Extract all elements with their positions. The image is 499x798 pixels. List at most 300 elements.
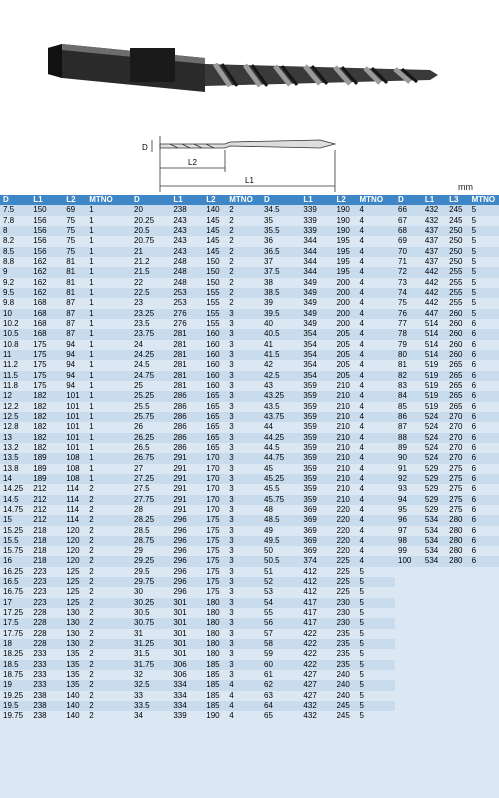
table-cell: 210: [336, 463, 350, 473]
table-cell: 2: [89, 504, 94, 514]
table-cell: 519: [424, 380, 439, 390]
table-cell: 35: [264, 215, 273, 225]
table-cell: 296: [173, 515, 187, 525]
table-row: [395, 526, 499, 536]
table-cell: 225: [336, 566, 350, 576]
table-cell: 2: [89, 680, 94, 690]
table-cell: 14.5: [3, 494, 19, 504]
table-cell: 190: [206, 711, 220, 721]
table-cell: 286: [173, 411, 187, 421]
table-cell: 8: [3, 225, 8, 235]
table-cell: 165: [206, 422, 220, 432]
table-cell: 83: [398, 380, 407, 390]
header-cell: MTNO: [229, 195, 253, 204]
table-cell: 359: [303, 442, 317, 452]
table-cell: 427: [303, 680, 317, 690]
table-row: [131, 691, 261, 701]
table-row: [131, 443, 261, 453]
table-cell: 170: [206, 473, 220, 483]
table-cell: 162: [33, 287, 47, 297]
table-cell: 49: [264, 525, 273, 535]
table-cell: 57: [264, 628, 273, 638]
header-cell: L2: [336, 195, 346, 204]
table-cell: 94: [398, 494, 407, 504]
table-cell: 3: [229, 670, 234, 680]
table-cell: 2: [229, 256, 234, 266]
table-cell: 422: [303, 649, 317, 659]
table-cell: 220: [336, 504, 350, 514]
table-cell: 280: [449, 525, 463, 535]
table-cell: 28.25: [134, 515, 155, 525]
table-row: [0, 484, 131, 494]
table-cell: 150: [206, 267, 220, 277]
table-cell: 19.25: [3, 690, 24, 700]
table-cell: 92: [398, 473, 407, 483]
table-cell: 212: [33, 494, 47, 504]
table-cell: 442: [424, 298, 439, 308]
table-cell: 108: [66, 463, 80, 473]
table-row: [0, 556, 131, 566]
table-cell: 150: [206, 256, 220, 266]
table-cell: 51: [264, 566, 273, 576]
table-cell: 5: [471, 256, 477, 266]
unit-label: mm: [458, 182, 473, 192]
table-cell: 140: [66, 701, 80, 711]
table-cell: 210: [336, 473, 350, 483]
table-row: [395, 495, 499, 505]
table-cell: 20.5: [134, 225, 150, 235]
table-cell: 15.5: [3, 535, 19, 545]
table-cell: 31.5: [134, 649, 150, 659]
table-cell: 349: [303, 287, 317, 297]
table-cell: 21.2: [134, 256, 150, 266]
table-row: [395, 247, 499, 257]
table-cell: 94: [66, 349, 76, 359]
table-cell: 140: [206, 205, 220, 215]
table-cell: 100: [398, 556, 412, 566]
table-cell: 2: [229, 277, 234, 287]
table-cell: 514: [424, 318, 439, 328]
header-cell: D: [3, 195, 9, 204]
table-row: [131, 247, 261, 257]
table-row: [0, 412, 131, 422]
table-cell: 4: [359, 256, 364, 266]
table-cell: 4: [359, 277, 364, 287]
table-cell: 4: [359, 494, 364, 504]
table-cell: 9: [3, 267, 8, 277]
table-cell: 306: [173, 670, 187, 680]
table-cell: 442: [424, 267, 439, 277]
table-cell: 281: [173, 360, 187, 370]
table-cell: 6: [471, 442, 477, 452]
table-cell: 228: [33, 639, 47, 649]
table-row: [261, 205, 395, 215]
table-cell: 94: [66, 370, 76, 380]
table-cell: 34: [134, 711, 143, 721]
table-row: [131, 412, 261, 422]
table-cell: 534: [424, 535, 439, 545]
table-row: [131, 577, 261, 587]
table-cell: 3: [229, 422, 234, 432]
table-cell: 29.5: [134, 566, 150, 576]
table-cell: 296: [173, 587, 187, 597]
table-cell: 534: [424, 556, 439, 566]
table-cell: 101: [66, 391, 80, 401]
table-cell: 33: [134, 690, 143, 700]
table-row: [395, 205, 499, 215]
table-cell: 77: [398, 318, 407, 328]
table-cell: 228: [33, 608, 47, 618]
table-cell: 5: [471, 205, 477, 215]
table-cell: 80: [398, 349, 407, 359]
table-cell: 36.5: [264, 246, 280, 256]
table-cell: 2: [89, 515, 94, 525]
table-cell: 55: [264, 608, 273, 618]
table-row: [395, 422, 499, 432]
table-cell: 25.75: [134, 411, 155, 421]
table-cell: 1: [89, 391, 94, 401]
table-cell: 230: [336, 608, 350, 618]
table-cell: 22.5: [134, 287, 150, 297]
table-cell: 220: [336, 525, 350, 535]
table-cell: 529: [424, 484, 439, 494]
table-row: [261, 515, 395, 525]
table-cell: 54: [264, 597, 273, 607]
table-cell: 265: [449, 370, 463, 380]
table-cell: 233: [33, 680, 47, 690]
table-cell: 4: [359, 484, 364, 494]
table-row: [261, 649, 395, 659]
table-cell: 5: [471, 246, 477, 256]
table-cell: 12.5: [3, 411, 19, 421]
table-cell: 2: [229, 267, 234, 277]
table-cell: 240: [336, 690, 350, 700]
table-row: [395, 381, 499, 391]
table-row: [261, 216, 395, 226]
table-cell: 4: [359, 225, 364, 235]
table-cell: 3: [229, 659, 234, 669]
table-cell: 354: [303, 339, 317, 349]
table-cell: 1: [89, 308, 94, 318]
table-cell: 210: [336, 484, 350, 494]
table-cell: 359: [303, 380, 317, 390]
table-cell: 43.75: [264, 411, 285, 421]
table-row: [131, 433, 261, 443]
table-cell: 175: [206, 546, 220, 556]
table-cell: 15.75: [3, 546, 24, 556]
table-cell: 255: [449, 277, 463, 287]
table-cell: 29.25: [134, 556, 155, 566]
table-cell: 108: [66, 453, 80, 463]
table-row: [0, 629, 131, 639]
table-cell: 21.5: [134, 267, 150, 277]
table-row: [261, 257, 395, 267]
table-cell: 14.25: [3, 484, 24, 494]
table-cell: 233: [33, 670, 47, 680]
table-cell: 2: [89, 494, 94, 504]
table-cell: 334: [173, 690, 187, 700]
table-row: [131, 680, 261, 690]
table-cell: 529: [424, 504, 439, 514]
table-cell: 175: [206, 587, 220, 597]
table-cell: 82: [398, 370, 407, 380]
table-cell: 205: [336, 370, 350, 380]
table-cell: 160: [206, 380, 220, 390]
table-cell: 2: [89, 659, 94, 669]
table-cell: 296: [173, 546, 187, 556]
table-row: [0, 319, 131, 329]
table-cell: 248: [173, 277, 187, 287]
table-cell: 2: [89, 556, 94, 566]
table-header-row: [131, 195, 261, 205]
table-cell: 120: [66, 535, 80, 545]
table-cell: 270: [449, 422, 463, 432]
table-cell: 58: [264, 639, 273, 649]
table-cell: 6: [471, 535, 477, 545]
table-cell: 65: [264, 711, 273, 721]
table-cell: 210: [336, 442, 350, 452]
table-cell: 16.5: [3, 577, 19, 587]
table-cell: 49.5: [264, 535, 280, 545]
table-cell: 150: [33, 205, 47, 215]
table-cell: 2: [89, 484, 94, 494]
table-cell: 97: [398, 525, 407, 535]
table-cell: 4: [359, 329, 364, 339]
table-cell: 170: [206, 504, 220, 514]
table-cell: 12.8: [3, 422, 19, 432]
table-row: [131, 495, 261, 505]
table-row: [261, 402, 395, 412]
table-header-row: [0, 195, 131, 205]
table-cell: 5: [471, 287, 477, 297]
table-cell: 4: [359, 236, 364, 246]
table-row: [0, 422, 131, 432]
table-row: [261, 391, 395, 401]
table-cell: 185: [206, 670, 220, 680]
table-cell: 66: [398, 205, 407, 215]
table-cell: 369: [303, 515, 317, 525]
table-cell: 185: [206, 659, 220, 669]
table-cell: 10: [3, 308, 12, 318]
table-row: [0, 536, 131, 546]
table-cell: 412: [303, 577, 317, 587]
table-row: [131, 526, 261, 536]
table-cell: 339: [303, 205, 317, 215]
table-row: [261, 350, 395, 360]
table-cell: 17.75: [3, 628, 24, 638]
table-column-1: [0, 195, 131, 722]
table-cell: 48.5: [264, 515, 280, 525]
table-row: [395, 484, 499, 494]
header-cell: L1: [424, 195, 435, 204]
table-cell: 2: [89, 608, 94, 618]
table-cell: 175: [206, 577, 220, 587]
drill-shank: [48, 44, 205, 92]
table-cell: 120: [66, 525, 80, 535]
table-cell: 5: [359, 670, 364, 680]
table-row: [0, 660, 131, 670]
table-row: [395, 464, 499, 474]
table-cell: 5: [471, 236, 477, 246]
table-cell: 344: [303, 236, 317, 246]
table-cell: 4: [359, 246, 364, 256]
table-cell: 4: [359, 442, 364, 452]
table-cell: 9.5: [3, 287, 15, 297]
table-cell: 5: [471, 215, 477, 225]
header-cell: D: [264, 195, 270, 204]
table-cell: 3: [229, 556, 234, 566]
table-cell: 280: [449, 515, 463, 525]
table-cell: 243: [173, 236, 187, 246]
table-cell: 130: [66, 618, 80, 628]
table-cell: 437: [424, 236, 439, 246]
table-cell: 185: [206, 680, 220, 690]
table-cell: 4: [359, 318, 364, 328]
table-cell: 4: [359, 267, 364, 277]
table-row: [0, 350, 131, 360]
table-row: [261, 546, 395, 556]
table-cell: 27.5: [134, 484, 150, 494]
table-cell: 514: [424, 349, 439, 359]
table-cell: 125: [66, 587, 80, 597]
table-row: [395, 556, 499, 566]
table-cell: 180: [206, 608, 220, 618]
table-cell: 265: [449, 401, 463, 411]
table-cell: 182: [33, 411, 47, 421]
table-cell: 1: [89, 349, 94, 359]
table-cell: 243: [173, 215, 187, 225]
table-cell: 70: [398, 246, 407, 256]
table-cell: 245: [336, 701, 350, 711]
table-cell: 18.5: [3, 659, 19, 669]
table-cell: 195: [336, 267, 350, 277]
table-cell: 27: [134, 463, 143, 473]
table-cell: 205: [336, 360, 350, 370]
table-cell: 37.5: [264, 267, 280, 277]
table-cell: 4: [359, 308, 364, 318]
table-cell: 3: [229, 339, 234, 349]
table-cell: 339: [303, 225, 317, 235]
table-cell: 4: [359, 473, 364, 483]
table-cell: 23.5: [134, 318, 150, 328]
table-cell: 442: [424, 287, 439, 297]
table-cell: 2: [89, 535, 94, 545]
table-cell: 90: [398, 453, 407, 463]
table-cell: 2: [89, 711, 94, 721]
table-row: [0, 495, 131, 505]
table-cell: 200: [336, 298, 350, 308]
header-cell: D: [398, 195, 404, 204]
table-cell: 6: [471, 515, 477, 525]
table-cell: 3: [229, 370, 234, 380]
table-cell: 5: [359, 639, 364, 649]
table-cell: 5: [359, 566, 364, 576]
table-cell: 94: [66, 339, 76, 349]
table-cell: 359: [303, 453, 317, 463]
table-cell: 225: [336, 577, 350, 587]
table-row: [261, 340, 395, 350]
table-row: [0, 608, 131, 618]
table-cell: 6: [471, 525, 477, 535]
table-cell: 86: [398, 411, 407, 421]
table-cell: 255: [449, 267, 463, 277]
table-cell: 519: [424, 401, 439, 411]
table-cell: 422: [303, 639, 317, 649]
table-cell: 101: [66, 422, 80, 432]
table-cell: 1: [89, 453, 94, 463]
table-cell: 68: [398, 225, 407, 235]
table-cell: 369: [303, 546, 317, 556]
table-cell: 3: [229, 442, 234, 452]
table-row: [261, 526, 395, 536]
table-row: [261, 536, 395, 546]
table-cell: 6: [471, 380, 477, 390]
table-cell: 87: [66, 329, 76, 339]
table-cell: 43: [264, 380, 273, 390]
table-cell: 3: [229, 349, 234, 359]
table-cell: 534: [424, 546, 439, 556]
table-row: [261, 453, 395, 463]
table-cell: 5: [359, 597, 364, 607]
table-cell: 39.5: [264, 308, 280, 318]
table-row: [0, 453, 131, 463]
table-cell: 3: [229, 380, 234, 390]
table-cell: 286: [173, 401, 187, 411]
table-cell: 30.25: [134, 597, 155, 607]
table-cell: 250: [449, 246, 463, 256]
table-cell: 233: [33, 659, 47, 669]
table-cell: 281: [173, 329, 187, 339]
table-row: [0, 329, 131, 339]
table-cell: 2: [89, 639, 94, 649]
table-cell: 42.5: [264, 370, 280, 380]
table-cell: 75: [66, 246, 76, 256]
table-cell: 44.75: [264, 453, 285, 463]
table-cell: 180: [206, 639, 220, 649]
table-cell: 235: [336, 628, 350, 638]
table-cell: 11.8: [3, 380, 18, 390]
table-row: [261, 639, 395, 649]
table-cell: 5: [471, 308, 477, 318]
table-cell: 2: [229, 225, 234, 235]
table-cell: 165: [206, 442, 220, 452]
table-cell: 1: [89, 401, 94, 411]
table-cell: 168: [33, 329, 47, 339]
table-row: [0, 577, 131, 587]
table-cell: 200: [336, 308, 350, 318]
table-cell: 28.75: [134, 535, 155, 545]
table-cell: 4: [359, 535, 364, 545]
table-cell: 1: [89, 246, 94, 256]
table-cell: 29: [134, 546, 143, 556]
table-cell: 275: [449, 463, 463, 473]
table-row: [131, 205, 261, 215]
table-row: [395, 350, 499, 360]
table-cell: 250: [449, 225, 463, 235]
table-cell: 24.75: [134, 370, 155, 380]
table-cell: 276: [173, 318, 187, 328]
table-cell: 17.5: [3, 618, 19, 628]
table-cell: 349: [303, 298, 317, 308]
table-cell: 291: [173, 494, 187, 504]
table-cell: 34.5: [264, 205, 280, 215]
table-row: [131, 319, 261, 329]
table-cell: 240: [336, 680, 350, 690]
table-cell: 135: [66, 659, 80, 669]
table-cell: 339: [173, 711, 187, 721]
table-cell: 2: [89, 597, 94, 607]
table-cell: 253: [173, 287, 187, 297]
